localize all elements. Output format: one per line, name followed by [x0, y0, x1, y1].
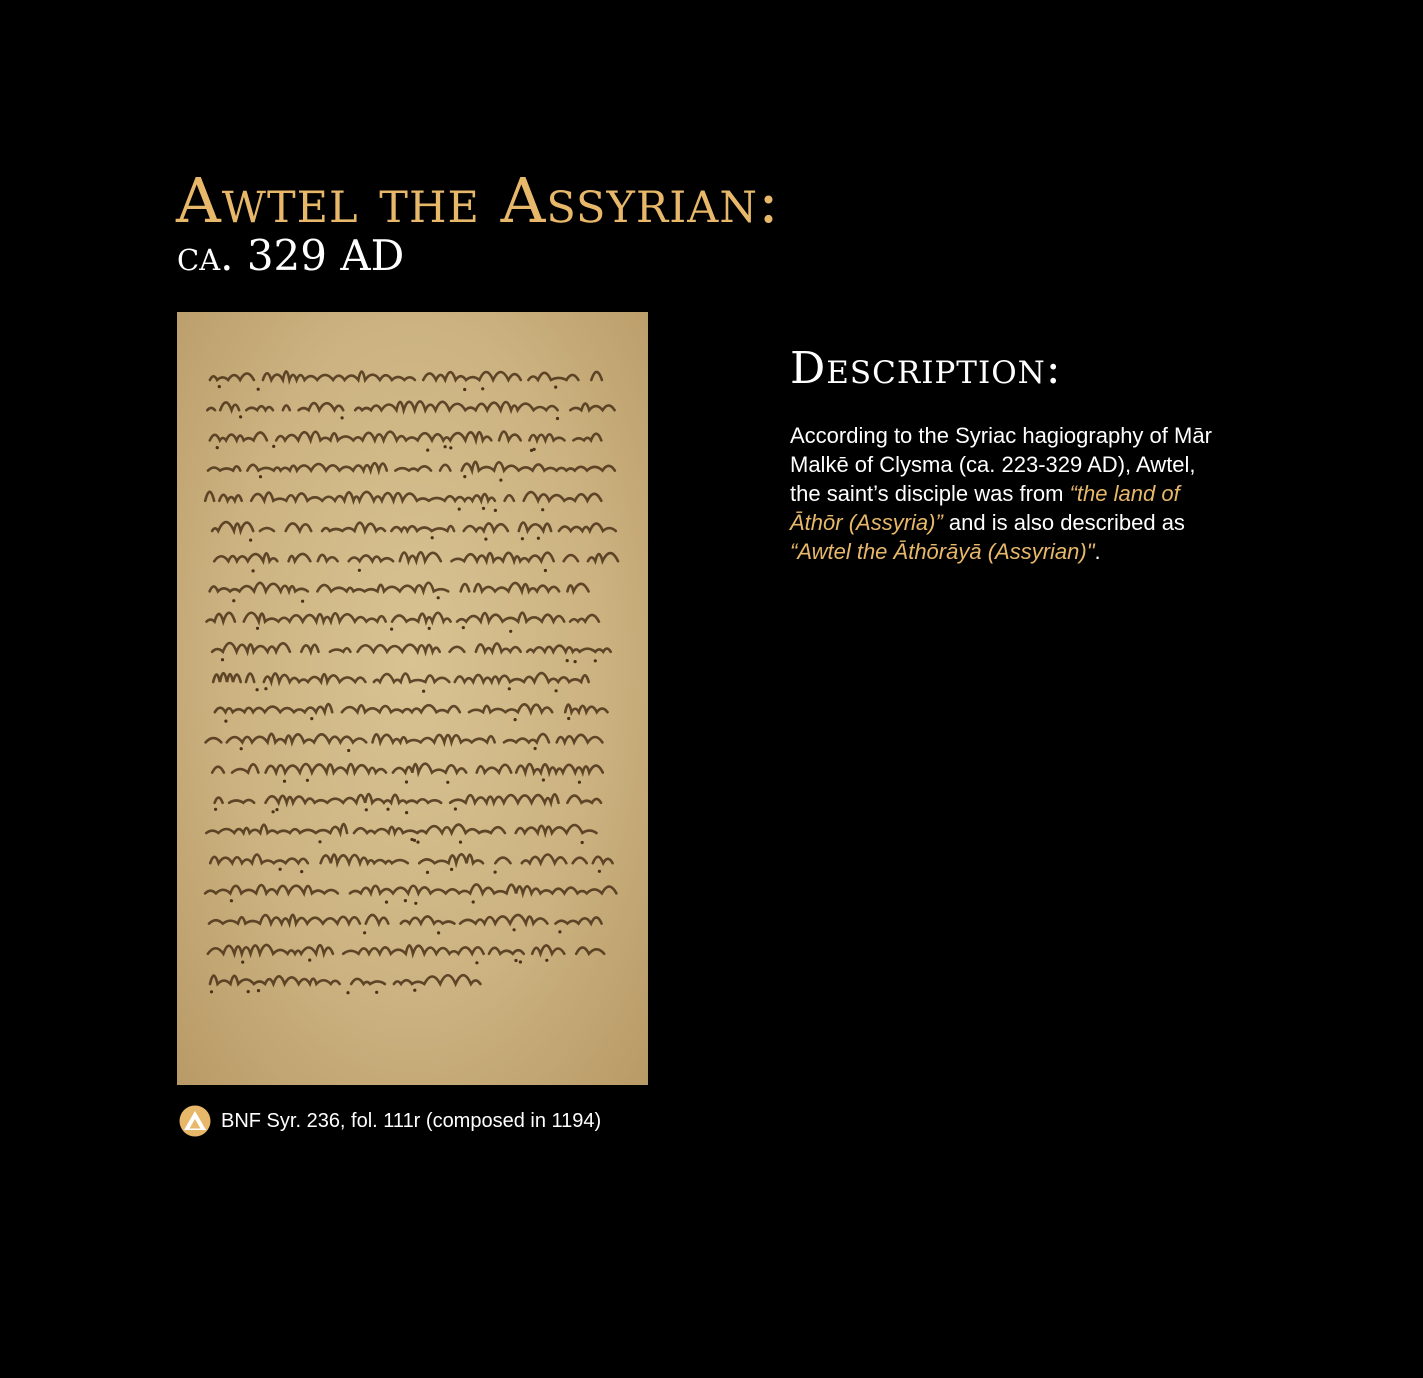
script-dot [537, 537, 540, 540]
script-dot [310, 717, 313, 720]
script-line [215, 794, 613, 803]
script-dot [431, 536, 434, 539]
script-dot [275, 808, 278, 811]
script-dot [567, 717, 570, 720]
script-dot [558, 930, 561, 933]
script-dot [257, 989, 260, 992]
script-dot [508, 687, 511, 690]
script-dot [363, 931, 366, 934]
script-dot [519, 960, 522, 963]
script-dot [509, 630, 512, 633]
script-line [206, 824, 596, 833]
script-dot [578, 781, 581, 784]
script-dot [556, 417, 559, 420]
script-dot [405, 811, 408, 814]
script-line [208, 945, 604, 954]
script-dot [346, 991, 349, 994]
script-dot [216, 446, 219, 449]
script-dot [230, 899, 233, 902]
script-line [212, 643, 611, 652]
script-line [207, 401, 614, 410]
script-dot [256, 688, 259, 691]
description-text-1: According to the Syriac hagiography of Mār Malkē of Clysma (ca. 223-329 AD), Awtel, the saint’s disciple was from [790, 423, 1212, 506]
script-line [210, 854, 612, 863]
script-dot [454, 807, 457, 810]
script-dot [272, 445, 275, 448]
script-dot [214, 808, 217, 811]
page-subtitle-date: ca. 329 AD [177, 231, 405, 280]
script-dot [521, 537, 524, 540]
script-dot [545, 959, 548, 962]
script-dot [481, 387, 484, 390]
script-dot [446, 781, 449, 784]
script-dot [218, 385, 221, 388]
script-dot [574, 660, 577, 663]
script-dot [426, 871, 429, 874]
script-dot [405, 780, 408, 783]
script-dot [241, 961, 244, 964]
script-dot [375, 991, 378, 994]
script-dot [463, 475, 466, 478]
script-dot [404, 899, 407, 902]
script-dot [598, 870, 601, 873]
script-dot [249, 539, 252, 542]
script-dot [358, 569, 361, 572]
description-text-2: and is also described as [942, 510, 1185, 535]
script-dot [318, 840, 321, 843]
script-dot [542, 778, 545, 781]
description-quote-2: “Awtel the Āthōrāyā (Assyrian)" [790, 539, 1095, 564]
script-dot [272, 810, 275, 813]
script-line [206, 734, 603, 743]
script-dot [365, 808, 368, 811]
script-dot [239, 415, 242, 418]
description-quote-1: “the land of Āthōr (Assyria)” [790, 481, 1180, 535]
script-dot [484, 538, 487, 541]
script-dot [240, 747, 243, 750]
script-dot [554, 386, 557, 389]
script-dot [279, 868, 282, 871]
manuscript-script-lines [177, 312, 648, 1085]
script-dot [514, 718, 517, 721]
script-dot [306, 779, 309, 782]
script-dot [386, 808, 389, 811]
script-dot [247, 990, 250, 993]
script-dot [472, 900, 475, 903]
description-body [790, 421, 1230, 566]
script-dot [566, 659, 569, 662]
script-dot [426, 449, 429, 452]
script-dot [544, 569, 547, 572]
script-dot [499, 479, 502, 482]
script-line [214, 552, 618, 561]
script-dot [301, 600, 304, 603]
description-heading: Description: [790, 343, 1062, 394]
script-dot [390, 628, 393, 631]
script-dot [264, 687, 267, 690]
script-dot [475, 961, 478, 964]
script-dot [256, 627, 259, 630]
script-dot [463, 388, 466, 391]
script-dot [232, 599, 235, 602]
script-dot [581, 841, 584, 844]
script-dot [413, 839, 416, 842]
image-caption [179, 1105, 601, 1137]
script-line [210, 371, 602, 380]
script-dot [555, 689, 558, 692]
script-dot [347, 749, 350, 752]
script-dot [494, 509, 497, 512]
script-dot [462, 626, 465, 629]
script-line [210, 975, 480, 984]
script-dot [414, 902, 417, 905]
script-line [215, 704, 618, 712]
script-line [208, 462, 615, 471]
script-line [205, 884, 616, 893]
script-line [212, 764, 603, 773]
script-dot [224, 720, 227, 723]
script-line [205, 492, 601, 501]
script-line [210, 432, 602, 441]
script-dot [308, 959, 311, 962]
page-title: Awtel the Assyrian: [176, 164, 780, 237]
script-dot [514, 959, 517, 962]
script-dot [422, 690, 425, 693]
triangle-logo-icon [179, 1105, 211, 1137]
description-text-3: . [1094, 539, 1101, 564]
script-dot [300, 870, 303, 873]
script-dot [221, 658, 224, 661]
script-line [210, 583, 598, 592]
script-dot [428, 627, 431, 630]
script-dot [541, 508, 544, 511]
script-dot [513, 928, 516, 931]
script-dot [385, 901, 388, 904]
script-dot [252, 569, 255, 572]
script-dot [259, 475, 262, 478]
script-dot [210, 990, 213, 993]
manuscript-image [177, 312, 648, 1085]
script-line [212, 522, 616, 531]
script-dot [437, 931, 440, 934]
script-dot [533, 448, 536, 451]
script-dot [458, 508, 461, 511]
script-dot [283, 780, 286, 783]
script-dot [416, 841, 419, 844]
script-dot [534, 747, 537, 750]
script-dot [494, 871, 497, 874]
script-line [207, 613, 599, 622]
script-dot [444, 445, 447, 448]
script-dot [449, 446, 452, 449]
script-line [213, 673, 589, 682]
script-dot [482, 507, 485, 510]
script-dot [341, 416, 344, 419]
script-dot [437, 596, 440, 599]
script-dot [413, 989, 416, 992]
script-dot [257, 388, 260, 391]
script-dot [450, 868, 453, 871]
script-dot [594, 659, 597, 662]
script-line [209, 915, 602, 924]
script-dot [459, 841, 462, 844]
caption-text: BNF Syr. 236, fol. 111r (composed in 1194) [221, 1110, 602, 1132]
